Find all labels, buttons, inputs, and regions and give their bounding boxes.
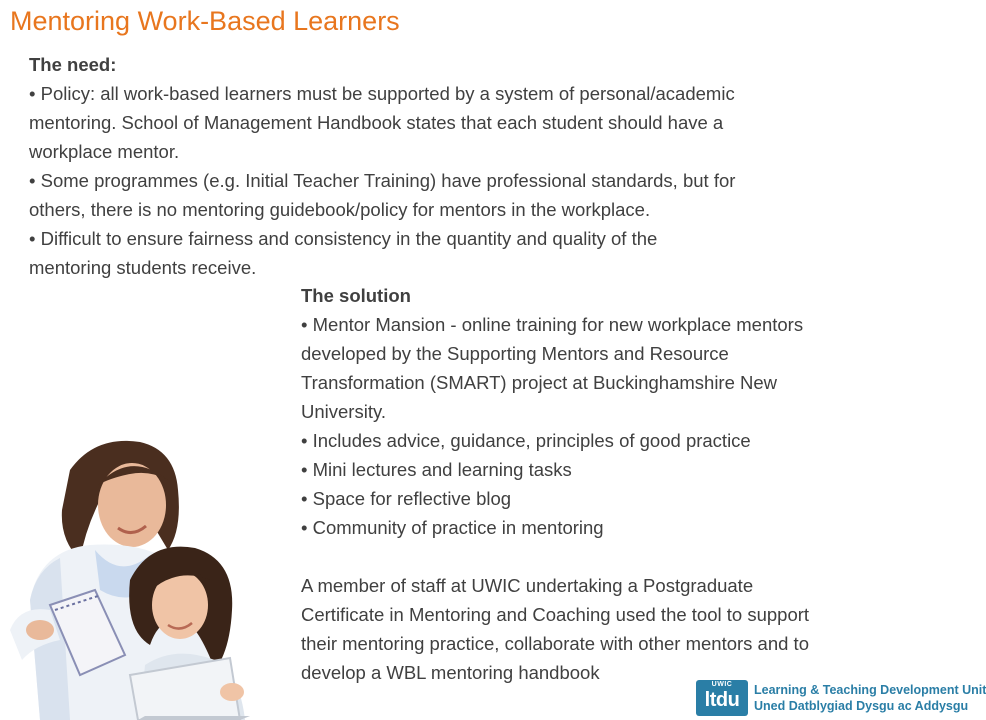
paragraph-spacer (301, 542, 941, 571)
closing-line: their mentoring practice, collaborate with other mentors and to (301, 633, 809, 654)
logo-ltdu-text: ltdu (704, 689, 740, 711)
need-line: • Difficult to ensure fairness and consistency in the quantity and quality of the (29, 228, 658, 249)
ltdu-logo (696, 680, 986, 718)
closing-line: develop a WBL mentoring handbook (301, 662, 600, 683)
need-line: mentoring. School of Management Handbook states that each student should have a (29, 112, 724, 133)
solution-section (301, 281, 941, 687)
mentor-student-photo (0, 430, 290, 720)
solution-line: University. (301, 401, 386, 422)
logo-uwic-text: UWIC (711, 681, 733, 688)
need-line: • Some programmes (e.g. Initial Teacher Training) have professional standards, but for (29, 170, 736, 191)
need-line: mentoring students receive. (29, 257, 257, 278)
solution-line: • Community of practice in mentoring (301, 517, 604, 538)
solution-line: developed by the Supporting Mentors and Resource (301, 343, 729, 364)
solution-line: • Mentor Mansion - online training for new workplace mentors (301, 314, 804, 335)
solution-line: • Includes advice, guidance, principles of good practice (301, 430, 751, 451)
need-line: workplace mentor. (29, 141, 180, 162)
solution-line: Transformation (SMART) project at Buckinghamshire New (301, 372, 778, 393)
ltdu-logo-mark (696, 680, 748, 716)
need-section (29, 50, 899, 282)
need-heading: The need: (29, 54, 117, 75)
logo-unit-name-welsh: Uned Datblygiad Dysgu ac Addysgu (754, 699, 969, 713)
closing-line: A member of staff at UWIC undertaking a Postgraduate (301, 575, 754, 596)
page-title: Mentoring Work-Based Learners (10, 6, 400, 36)
solution-heading: The solution (301, 285, 411, 306)
logo-unit-name-english: Learning & Teaching Development Unit (754, 683, 986, 697)
need-line: others, there is no mentoring guidebook/policy for mentors in the workplace. (29, 199, 651, 220)
closing-line: Certificate in Mentoring and Coaching used the tool to support (301, 604, 810, 625)
need-line: • Policy: all work-based learners must be supported by a system of personal/academic (29, 83, 735, 104)
solution-line: • Space for reflective blog (301, 488, 512, 509)
solution-line: • Mini lectures and learning tasks (301, 459, 572, 480)
